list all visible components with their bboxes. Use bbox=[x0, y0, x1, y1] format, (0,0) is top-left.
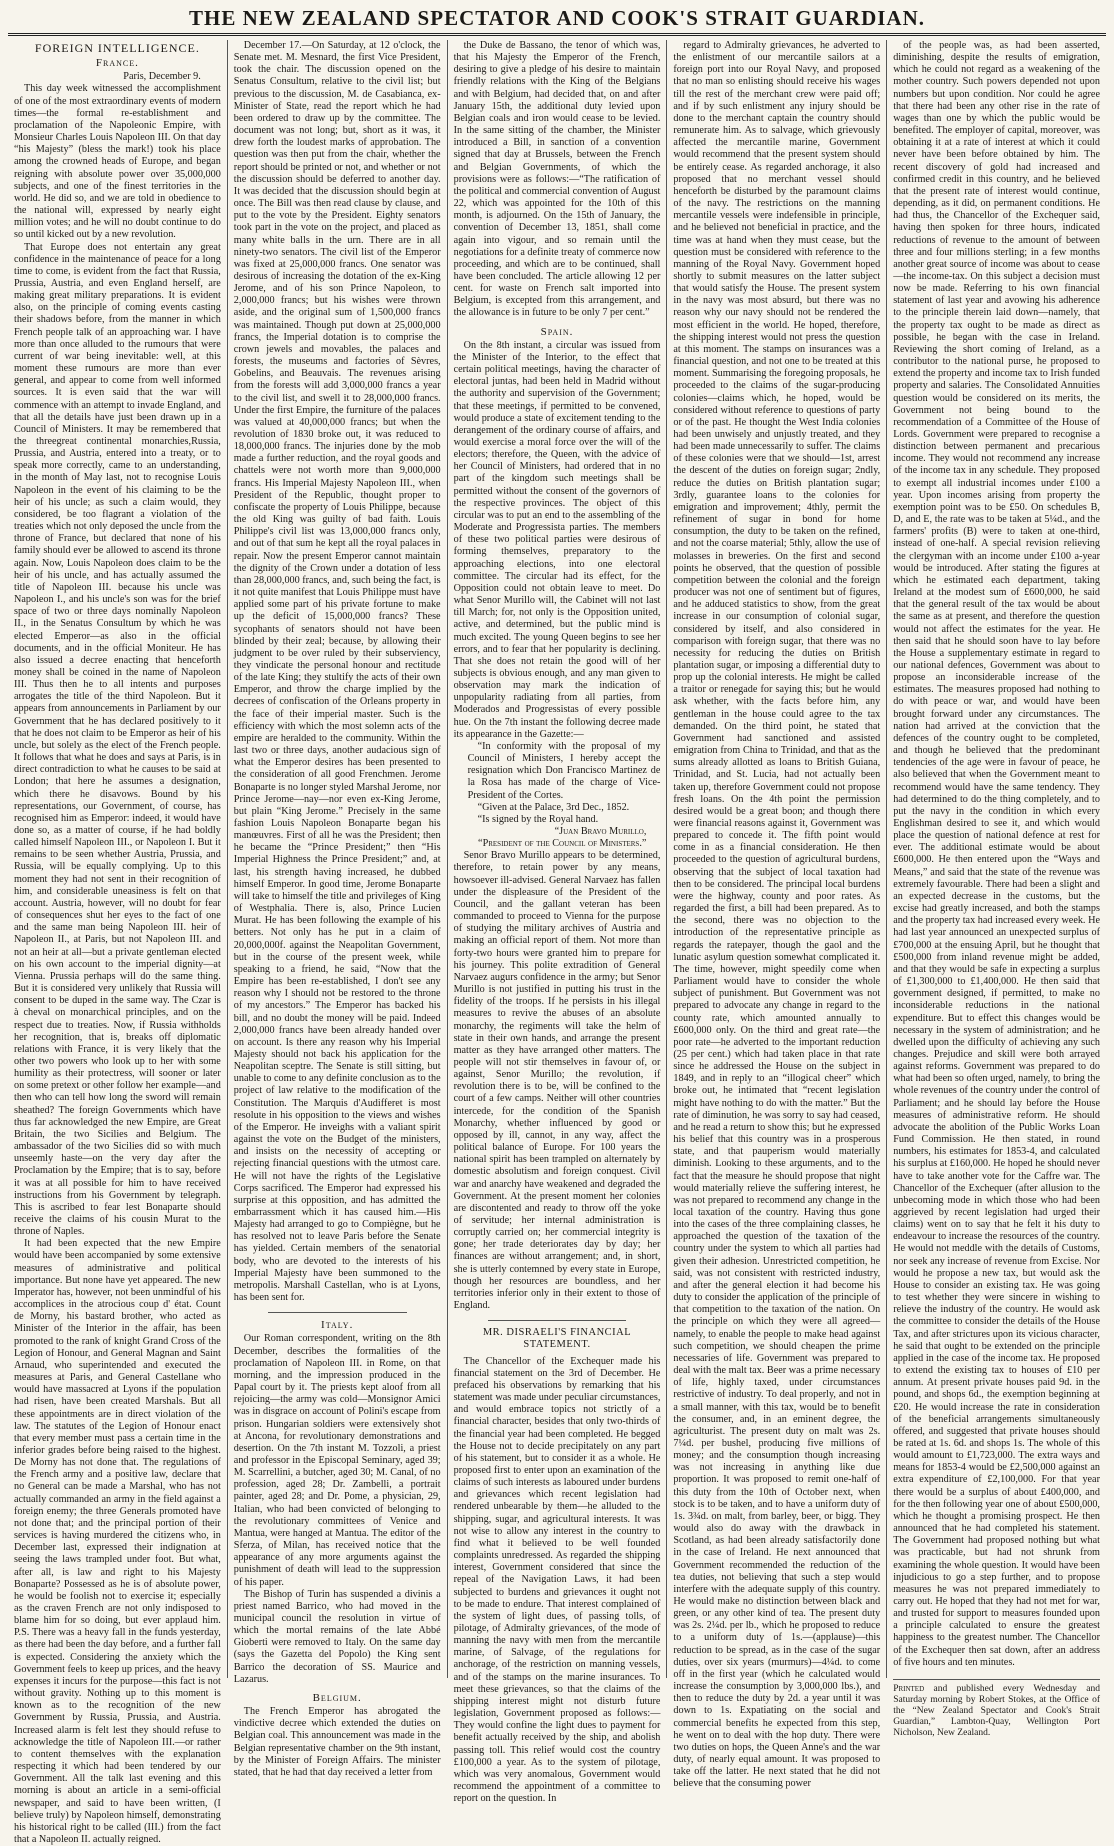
article-paragraph: Senor Bravo Murillo appears to be determined, therefore, to retain power by any means, howsoever ill-advised. General Narvaez has fallen under the displeasure of the President of the Council, and the gallant veteran has been commanded to proceed to Vienna for the purpose of studying the military archives of Austria and making an official report of them. Not more than forty-two hours were granted him to prepare for his journey. This polite extradition of General Narvaez augurs confidence in the army; but Senor Murillo is not justified in putting his trust in the fidelity of the troops. If he persists in his illegal measures to revive the abuses of an absolute monarchy, the regiments will take the helm of state in their own hands, and arrange the present matter as they have arranged other matters. The people will not stir themselves in favour of, or against, Senor Murillo; the revolution, if revolution there is to be, will be confined to the court of a few camps. Neither will other countries intercede, for the condition of the Spanish Monarchy, whether influenced by good or opposed by ill, cannot, in any way, affect the political balance of Europe. For 100 years the national spirit has been trampled on alternately by domestic absolutism and foreign conquest. Civil war and anarchy have weakened and degraded the Government. At the present moment her colonies are discontented and ready to throw off the yoke of servitude; her internal administration is corruptly carried on; her commercial integrity is gone; her trade deteriorates day by day; her finances are without arrangement; and, in short, she is utterly contemned by every state in Europe, though her resources are boundless, and her territories inferior only in their extent to those of England. bbox=[453, 850, 661, 1312]
article-paragraph: of the people was, as had been asserted, diminishing, despite the results of emigration, which he could not regard as a weakening of the mother country. Such powers depended not upon numbers but upon condition. Nor could he agree that there had been any other rise in the rate of wages than one by which the public would be benefited. The employer of capital, moreover, was obtaining it at a rate of interest at which it could never have been before obtained by him. The recent discovery of gold had increased and confirmed credit in this country, and he believed that the present rate of interest would continue, depending, as it did, on permanent conditions. He had thus, the Chancellor of the Exchequer said, having then spoken for three hours, indicated reductions of revenue to the amount of between three and four millions sterling; in a few months another great source of income was about to cease—the income-tax. On this subject a decision must now be made. Referring to his own financial statement of last year and avowing his adherence to the principle therein laid down—namely, that the property tax ought to be made as direct as possible, he began with the case in Ireland. Reviewing the short coming of Ireland, as a contributor to the national purse, he proposed to extend the property and income tax to Irish funded property and salaries. The Consolidated Annuities question would be considered on its merits, the Government not being bound to the recommendation of a Committee of the House of Lords. Government were prepared to recognise a distinction between permanent and precarious income. They would not recommend any increase of the income tax in any schedule. They proposed to exempt all industrial incomes under £100 a year. Upon incomes arising from property the exemption point was to be £50. On schedules B, D, and E, the rate was to be taken at 5¼d., and the farmers' profits (B) were to taken at one-third, instead of one-half. A special revision relieving the clergyman with an income under £100 a-year would be introduced. After stating the figures at which he estimated each department, taking Ireland at the modest sum of £600,000, he said that the general result of the tax would be about the same as at present, and therefore the question would not affect the estimates for the year. He then said that he should soon have to lay before the House a supplementary estimate in regard to our national defences, Government was about to propose an inconsiderable increase of the estimates. The measures proposed had nothing to do with peace or war, and would have been brought forward under any circumstances. The nation had arrived at the conviction that the defences of the country ought to be completed, and though he believed that the predominant tendencies of the age were in favour of peace, he also believed that when the Government meant to recommend would have the same tendency. They had determined to do the thing completely, and to put the navy in the condition in which every Englishman desired to see it, and which would place the question of national defence at rest for ever. The additional estimate would be about £600,000. He then entered upon the “Ways and Means,” and said that the state of the revenue was extremely favourable. There had been a slight and an expected decrease in the customs, but the excise had greatly increased, and both the stamps and the property tax had increased every week. He had last year announced an unexpected surplus of £700,000 at the ensuing April, but he thought that £500,000 from inland revenue might be added, and that they would be safe in expecting a surplus of £1,300,000 to £1,400,000. He then said that government designed, if permitted, to make no inconsiderable reductions in the national expenditure. But to effect this changes would be necessary in the system of administration; and he dwelled upon the difficulty of achieving any such changes. Prejudice and skill were both arrayed against reforms. Government was prepared to do what had been so often urged, namely, to bring the whole revenues of the country under the control of Parliament; and he should lay before the House measures of administrative reform. He should advocate the abolition of the Public Works Loan Fund Commission. He then stated, in round numbers, his estimates for 1853-4, and calculated his surplus at £160,000. He hoped he should never have to take another vote for the Caffre war. The Chancellor of the Exchequer (after allusion to the unbecoming mode in which those who had been aggrieved by recent legislation had urged their claims) went on to say that he felt it his duty to endeavour to increase the resources of the country. He would not meddle with the details of Customs, nor seek any increase of revenue from Excise. Nor would he propose a new tax, but would ask the House to consider an existing tax. He was going to test whether they were sincere in wishing to relieve the industry of the country. He would ask the committee to consider the details of the House Tax, and after strictures upon its vicious character, he said that ought to be extended on the principle applied in the case of the income tax. He proposed to extend the existing tax to houses of £10 per annum. At present private houses paid 9d. in the pound, and shops 6d., the exemption beginning at £20. He would increase the rate in consideration of the beneficial arrangements simultaneously offered, and suggested that private houses should be rated at 1s. 6d. and shops 1s. The whole of this would amount to £1,723,000. The extra ways and means for 1853-4 would be £2,500,000 against an extra expenditure of £2,100,000. For that year there would be a surplus of about £400,000, and for the then following year one of about £500,000, which he thought a promising prospect. He then announced that he had completed his statement. The Government had proposed nothing but what was practicable, but had not shrunk from examining the whole question. It would have been injudicious to go a step further, and to propose measures he was not prepared immediately to carry out. He hoped that they had not met for war, and trusted for support to measures founded upon a principle calculated to ensure the greatest happiness to the greatest number. The Chancellor of the Exchequer then sat down, after an address of five hours and ten minutes. bbox=[893, 40, 1100, 1668]
article-paragraph: This day week witnessed the accomplishment of one of the most extraordinary events of modern times—the formal re-establishment and proclamation of the Napoleonic Empire, with Monsieur Charles Louis Napoleon III. On that day “his Majesty” (bless the mark!) took his place among the crowned heads of Europe, and began reigning with absolute power over 35,000,000 subjects, and one of the finest territories in the world. He did so, and we are told in obedience to the national will, expressed by nearly eight million votes; and he will no doubt continue to do so until kicked out by a new revolution. bbox=[14, 83, 221, 241]
article-paragraph: Our Roman correspondent, writing on the 8th December, describes the formalities of the proclamation of Napoleon III. in Rome, on that morning, and the impression produced in the Papal court by it. The priests kept aloof from all rejoicing—the army was cold—Monsignor Amici was in disgrace on account of Polini's escape from prison. Hungarian soldiers were extensively shot at Ancona, for revolutionary demonstrations and desertion. On the 7th instant M. Tozzoli, a priest and professor in the Episcopal Seminary, aged 39; M. Scarrellini, a butcher, aged 30; M. Canal, of no profession, aged 28; Dr. Zambelli, a portrait painter, aged 28; and Dr. Pome, a physician, 29, Italian, who had been convicted of belonging to the revolutionary committees of Venice and Mantua, were hanged at Mantua. The editor of the Sferza, of Milan, has received notice that the appearance of any more arguments against the punishment of death will lead to the suppression of his paper. bbox=[233, 1333, 441, 1588]
article-paragraph: On the 8th instant, a circular was issued from the Minister of the Interior, to the effect that certain political meetings, having the character of electoral juntas, had been held in Madrid without the authority and supervision of the Government; that these meetings, if permitted to be convened, would produce a state of excitement tending to the derangement of the ordinary course of affairs, and would exercise a moral force over the will of the electors; therefore, the Queen, with the advice of her Council of Ministers, had ordered that in no part of the kingdom such meetings shall be permitted without the consent of the governors of the respective provinces. The object of this circular was to put an end to the assembling of the Moderate and Progressista parties. The members of these two political parties were desirous of forming themselves, preparatory to the approaching elections, into one electoral committee. The circular had its effect, for the Opposition could not obtain leave to meet. Do what Senor Murillo will, the Cabinet will not last till March; for, not only is the Opposition united, active, and determined, but the public mind is much excited. The young Queen begins to see her errors, and to fear that her popularity is declining. That she does not retain the good will of her subjects is obvious enough, and any man given to observation may mark the indication of unpopularity radiating from all parties, from Moderados and Progressistas of every possible hue. On the 7th instant the following decree made its appearance in the Gazette:— bbox=[453, 339, 661, 740]
article-paragraph: The Bishop of Turin has suspended a divinis a priest named Barrico, who had moved in the municipal council the resolution in virtue of which the mortal remains of the late Abbé Gioberti were removed to Italy. On the same day (says the Gazetta del Popolo) the King sent Barrico the decoration of SS. Maurice and Lazarus. bbox=[233, 1588, 441, 1685]
quote-line: “Is signed by the Royal hand. bbox=[477, 813, 599, 825]
printer-imprint bbox=[893, 1679, 1100, 1739]
subhead-belgium: Belgium. bbox=[312, 1691, 362, 1704]
masthead: THE NEW ZEALAND SPECTATOR AND COOK'S STRAIT GUARDIAN. bbox=[8, 4, 1106, 36]
column-5 bbox=[887, 40, 1106, 1738]
article-paragraph: The French Emperor has abrogated the vindictive decree which extended the duties on Belgian coal. This announcement was made in the Belgian representative chamber on the 9th instant, by the Minister of Foreign Affairs. The minister stated, that he had that day received a letter from bbox=[233, 1706, 441, 1778]
article-paragraph: regard to Admiralty grievances, he adverted to the enlistment of our mercantile sailors at a foreign port into our Royal Navy, and proposed that no man so enlisting should receive his wages till the rest of the merchant crew were paid off; and if by such enlistment any injury should be done to the merchant captain the country should remunerate him. As to salvage, which grievously affected the mercantile marine, Government would recommend that the present system should be entirely cease. As regarded anchorage, it also proposed that no merchant vessel should henceforth be disturbed by the paramount claims of the navy. The restrictions on the manning mercantile vessels were indefensible in principle, and he believed not beneficial in practice, and the time was at hand when they must cease, but the question must be considered with reference to the manning of the Royal Navy. Government hoped shortly to submit measures on the latter subject that would satisfy the House. The present system in the navy was most absurd, but there was no reason why our navy should not be rendered the most efficient in the world. He hoped, therefore, the shipping interest would not press the question at this moment. The stamps on insurances was a financial question, and not one to be treated at this moment. Summarising the foregoing proposals, he proceeded to the claims of the sugar-producing colonies—claims which, he hoped, would be considered without reference to questions of party or of the past. He thought the West India colonies had been unwisely and unjustly treated, and they had been made unnecessarily to suffer. The claims of these colonies were that we should—1st, arrest the descent of the duties on foreign sugar; 2ndly, reduce the duties on British plantation sugar; 3rdly, guarantee loans to the colonies for emigration and improvement; 4thly, permit the refinement of sugar in bond for home consumption, the duty to be taken on the refined, and not the coarse material; 5thly, allow the use of molasses in breweries. On the first and second points he observed, that the question of possible competition between the colonial and the foreign producer was not one of sentiment but of figures, and he adduced statistics to show, from the great increase in our consumption of colonial sugar, considered by itself, and also considered in comparison with foreign sugar, that there was no necessity for reducing the duties on British plantation sugar, or imposing a differential duty to prop up the colonial interests. He might be called a traitor or renegade for saying this; but he would ask whether, with the facts before him, any gentleman in the house could agree to the tax demanded. On the third point, he stated that Government had sanctioned and assisted emigration from China to Trinidad, and that as the sums already allotted as loans to British Guiana, Trinidad, and St. Lucia, had not actually been taken up, therefore Government could not propose fresh loans. On the 4th point the permission desired would be a great boon; and though there were financial reasons against it, Government was prepared to concede it. The fifth point would come in as a financial consideration. He then proceeded to the question of agricultural burdens, observing that the subject of local taxation had then to be considered. The principal local burdens were the highway, county and poor rates. As regarded the first, a bill had been prepared. As to the second, there was no objection to the introduction of the representative principle as regards the ratepayer, though the gaol and the lunatic asylum question somewhat complicated it. The time, however, might speedily come when Parliament would have to consider the whole subject of punishment. But Government was not prepared to advocate any change in regard to the county rate, which amounted annually to £600,000 only. On the third and great rate—the poor rate—he adverted to the important reduction (25 per cent.) which had taken place in that rate since he addressed the House on the subject in 1849, and in reply to an “illogical cheer” which broke out, he intimated that “recent legislation might have nothing to do with the matter.” But the rate of diminution, he was sorry to say had ceased, and he read a return to show this; but he expressed his belief that this country was in a prosperous state, and that pauperism would materially diminish. Looking to these arguments, and to the fact that the measure he should propose that night would materially relieve the suffering interest, he was not prepared to recommend any change in the local taxation of the country. Having thus gone into the cases of the three complaining classes, he approached the question of the taxation of the country under the system to which all parties had given their adhesion. Unrestricted competition, he said, was not consistent with restricted industry, and after the general election it had become his duty to consider the application of the principle of that competition to the taxation of the nation. On the principle on which they were all agreed—namely, to enable the people to make head against such competition, we should cheapen the prime necessaries of life. Government was prepared to deal with the malt tax. Beer was a prime necessary of life, highly taxed, under circumstances restrictive of industry. To deal properly, and not in a small manner, with this tax, would be to benefit the consumer, and, in an eminent degree, the agriculturist. The present duty on malt was 2s. 7¼d. per bushel, producing five millions of money; and the consumption though increasing was not increasing in anything like due proportion. It was proposed to remit one-half of this duty from the 10th of October next, when stock is to be taken, and to have a uniform duty of 1s. 3¾d. on malt, from barley, beer, or bigg. They would also do away with the drawback in Scotland, as had been already satisfactorily done in the case of Ireland. He next announced that Government recommended the reduction of the tea duties, not believing that such a step would interfere with the adequate supply of this country. He would make no distinction between black and green, or any other kind of tea. The present duty was 2s. 2¼d. per lb., which he proposed to reduce to a uniform duty of 1s.—(applause)—this reduction to be spread, as in the case of the sugar duties, over six years (murmurs)—4¼d. to come off in the first year (which he calculated would increase the consumption by 3,000,000 lbs.), and then to reduce the duty by 2d. a year until it was down to 1s. Expatiating on the social and commercial benefits he expected from this step, he went on to deal with the hop duty. There were two duties on hops, the Queen Anne's and the war duty, of nearly equal amount. It was proposed to take off the latter. He next stated that he did not believe that the consuming power bbox=[673, 40, 881, 1790]
article-paragraph: December 17.—On Saturday, at 12 o'clock, the Senate met. M. Mesnard, the first Vice President, took the chair. The discussion opened on the Senatus Consultum, relative to the civil list; but previous to the discussion, M. de Casabianca, ex-Minister of State, read the report which he had been ordered to draw up by the committee. The document was not long; but, short as it was, it drew forth the loudest marks of approbation. The question was then put from the chair, whether the report should be printed or not, and whether or not the discussion should be deferred to another day. It was decided that the discussion should begin at once. The Bill was then read clause by clause, and put to the vote by the President. Eighty senators took part in the vote on the project, and placed as many white balls in the urn. There are in all ninety-two senators. The civil list of the Emperor was fixed at 25,000,000 francs. One senator was desirous of increasing the dotation of the ex-King Jerome, and of his son Prince Napoleon, to 2,000,000 francs; but his wishes were thrown aside, and the original sum of 1,500,000 francs was maintained. Though put down at 25,000,000 francs, the Imperial dotation is to comprise the crown jewels and movables, the palaces and forests, the museums and factories of Sèvres, Gobelins, and Beauvais. The revenues arising from the forests will add 3,000,000 francs a year to the civil list, and swell it to 28,000,000 francs. Under the first Empire, the furniture of the palaces was valued at 40,000,000 francs; but when the revolution of 1830 broke out, it was reduced to 18,000,000 francs. The injuries done by the mob made a further reduction, and the royal goods and chattels were not worth more than 9,000,000 francs. His Imperial Majesty Napoleon III., when President of the Republic, thought proper to confiscate the property of Louis Philippe, because the old King was guilty of bad faith. Louis Philippe's civil list was 13,000,000 francs only, and out of that sum he kept all the royal palaces in repair. Now the present Emperor cannot maintain the dignity of the Crown under a dotation of less than 28,000,000 francs, and, such being the fact, is it not quite manifest that Louis Philippe must have applied some part of his private fortune to make up the deficit of 15,000,000 francs? These sycophants of senators should not have been blinded by their zeal; because, by allowing their judgment to be over ruled by their subserviency, they vindicate the personal honour and rectitude of the late King; they stultify the acts of their own Emperor, and throw the charge implied by the decrees of confiscation of the Orleans property in the face of their imperial master. Such is the efficiency with which the most solemn acts of the empire are heralded to the community. Within the last two or three days, another audacious sign of what the Emperor desires has been presented to the consideration of all good Frenchmen. Jerome Bonaparte is no longer styled Marshal Jerome, nor Prince Jerome—nay—nor even ex-King Jerome, but plain “King Jerome.” Precisely in the same fashion Louis Napoleon Bonaparte began his manœuvres. First of all he was the President; then he became the “Prince President;” then “His Imperial Highness the Prince President;” and, at last, his strength having increased, he dubbed himself Emperor. In good time, Jerome Bonaparte will take to himself the title and privileges of King of Westphalia. There is, also, Prince Lucien Murat. He has been following the example of his betters. Not only has he put in a claim of 20,000,000f. against the Neapolitan Government, but in the course of the present week, while speaking to a friend, he said, “Now that the Empire has been re-established, I don't see any reason why I should not be restored to the throne of my ancestors.” The Emperor has backed his bill, and no doubt the money will be paid. Indeed 2,000,000 francs have been already handed over on account. Is there any reason why his Imperial Majesty should not back his application for the Neapolitan sceptre. The Senate is still sitting, but unable to come to any definite conclusion as to the project of law relative to the modification of the Constitution. The Marquis d'Audifferet is most resolute in his opposition to the views and wishes of the Emperor. He inveighs with a valiant spirit against the vote on the Budget of the ministers, and insists on the necessity of accepting or rejecting financial questions with the utmost care. He will not have the rights of the Legislative Corps sacrificed. The Emperor had expressed his surprise at this opposition, and has admitted the embarrassment which it has caused him.—His Majesty had arranged to go to Compiègne, but he has resolved not to leave Paris before the Senate has yielded. Certain members of the senatorial body, who are devoted to the interests of his Imperial Majesty have been summoned to the metropolis. Marshall Castellan, who is at Lyons, has been sent for. bbox=[233, 40, 441, 1304]
quote-signature-title: “President of the Council of Ministers.” bbox=[478, 838, 647, 850]
column-3 bbox=[448, 40, 668, 1805]
subhead-italy: Italy. bbox=[321, 1319, 354, 1332]
quote-line: “Given at the Palace, 3rd Dec., 1852. bbox=[477, 801, 630, 813]
quote-signature: “Juan Bravo Murillo, bbox=[554, 826, 647, 837]
article-paragraph: It had been expected that the new Empire would have been accompanied by some extensive measures of administrative and political importance. But none have yet appeared. The new Imperator has, however, not been unmindful of his accomplices in the atrocious coup d' état. Count de Morny, his bastard brother, who acted as Minister of the Interior in the affair, has been promoted to the rank of knight Grand Cross of the Legion of Honour, and General Magnan and Saint Arnaud, who superintended and executed the measures at Paris, and General Castellane who would have massacred at Lyons if the population had risen, have been created Marshals. But all these appointments are in direct violation of the law. The statutes of the Legion of Honour enact that every member must pass a certain time in the inferior grades before being raised to the highest. De Morny has not done that. The regulations of the French army and a positive law, declare that no General can be made a Marshal, who has not actually commanded an army in the field against a foreign enemy; the three Generals promoted have not done that; and the principal portion of their services is having murdered the citizens who, in December last, expressed their indignation at seeing the laws trampled under foot. But what, after all, is law and right to his Majesty Bonaparte? Possessed as he is of absolute power, he would be foolish not to exercise it; especially as the craven French are not only indisposed to blame him for so doing, but ever applaud him. P.S. There was a heavy fall in the funds yesterday, as there had been the day before, and a further fall is expected. Considering the anxiety which the Government feels to keep up prices, and the heavy expenses it incurs for the purpose—this fact is not without gravity. Nothing up to this moment is known as to the recognition of the new Government by Russia, Prussia, and Austria. Increased alarm is felt lest they should refuse to acknowledge the title of Napoleon III.—or rather to content themselves with the explanation respecting it which had been tendered by our Government. All the talk last evening and this morning is about an article in a semi-official newspaper, and said to have been written, (I believe truly) by Napoleon himself, demonstrating his historical right to be called (III.) from the fact that a Napoleon II. actually reigned. bbox=[14, 1238, 221, 1845]
dateline-paris: Paris, December 9. bbox=[123, 71, 201, 83]
subhead-spain: Spain. bbox=[540, 325, 574, 338]
article-paragraph: That Europe does not entertain any great confidence in the maintenance of peace for a long time to come, is evident from the fact that Russia, Prussia, Austria, and even England herself, are making great military preparations. It is evident also, on the principle of coming events casting their shadows before, from the manner in which French people talk of an approaching war. I have more than once alluded to the rumours that were current of war being inevitable: well, at this moment these rumours are more than ever general, and appear to come from well informed sources. It is even said that the war will commence with an attempt to invade England, and that all the details have just been drawn up in a Council of Ministers. It may be remembered that the threegreat continental monarchies,Russia, Prussia, and Austria, entered into a treaty, or to speak more correctly, came to an understanding, in the month of May last, not to recognise Louis Napoleon in the event of his claiming to be the heir of his uncle; as such a claim would, they considered, be too flagrant a violation of the treaties which not only deposed the uncle from the throne of France, but declared that none of his family should ever be allowed to ascend its throne again. Now, Louis Napoleon does claim to be the heir of his uncle, and has actually assumed the title of Napoleon III. because his uncle was Napoleon I., and his uncle's son was for the brief space of two or three days nominally Napoleon II., in the Senatus Consultum by which he was elected Emperor—as also in the official documents, and in the official Moniteur. He has also issued a decree enacting that henceforth money shall be coined in the name of Napoleon III. Thus then he to all intents and purposes arrogates the title of the third Napoleon. But it appears from announcements in Parliament by our Government that he has declared positively to it that he does not claim to be Emperor as heir of his uncle, but solely as the elect of the French people. It follows that what he does and says at Paris, is in direct contradiction to what he causes to be said at London; that here he assumes a designation, which there he disavows. Bound by his representations, our Government, of course, has recognised him as Emperor: indeed, it would have done so, as a matter of course, if he had boldly called himself Napoleon III., or Napoleon I. But it remains to be seen whether Austria, Prussia, and Russia, will be equally complying. Up to this moment they had not sent in their recognition of him, and considerable uneasiness is felt on that account. Austria, however, will no doubt for fear of consequences shut her eyes to the fact of one and the same man being Napoleon III. heir of Napoleon II., at Paris, but not Napoleon III. and not an heir at all—but a private gentleman elected on his own account to the imperial dignity—at Vienna. Prussia perhaps will do the same thing. But it is considered very unlikely that Russia will consent to be duped in the same way. The Czar is à cheval on monarchical principles, and on the respect due to treaties. Now, if Russia withholds her recognition, that is, breaks off diplomatic relations with France, it is very likely that the other two powers who look up to her with some humility as their protectress, will sooner or later on some pretext or other follow her example—and then who can tell how long the sword will remain sheathed? The foreign Governments which have thus far acknowledged the new Empire, are Great Britain, the two Sicilies and Belgium. The ambassador of the two Sicilies did so with much unseemly haste—on the very day after the Proclamation by the Empire; that is to say, before it was at all possible for him to have received instructions from his Government by telegraph. This is ascribed to fear lest Bonaparte should receive the claims of his cousin Murat to the throne of Naples. bbox=[14, 241, 221, 1238]
section-divider bbox=[268, 1312, 407, 1313]
decree-quote bbox=[454, 741, 661, 850]
columns bbox=[8, 40, 1106, 1845]
quote-line: “In conformity with the proposal of my Council of Ministers, I hereby accept the resignation which Don Francisco Martinez de la Rosa has made of the charge of Vice-President of the Cortes. bbox=[467, 740, 661, 801]
imprint-lead: Printed bbox=[893, 1683, 925, 1694]
column-4 bbox=[667, 40, 887, 1790]
article-paragraph: The Chancellor of the Exchequer made his financial statement on the 3rd of December. He prefaced his observations by remarking that his statement was made under peculiar circumstances, and would embrace topics not strictly of a financial character, besides that only two-thirds of the financial year had been completed. He begged the House not to decide precipitately on any part of his statement, but to consider it as a whole. He proposed first to enter upon an examination of the claims of such interests as laboured under burdens and grievances which recent legislation had rendered unbearable by them—he alluded to the shipping, sugar, and agricultural interests. It was not wise to allow any interest in the country to find what it believed to be well founded complaints unredressed. As regarded the shipping interest, Government considered that since the repeal of the Navigation Laws, it had been subjected to burdens and grievances it ought not to be made to endure. That interest complained of the system of light dues, of passing tolls, of pilotage, of Admiralty grievances, of the mode of manning the navy with men from the mercantile marine, of Salvage, of the regulations for anchorage, of the restriction on manning vessels, and of the stamps on the marine insurances. To meet these grievances, so that the claims of the shipping interest might not disturb future legislation, Government proposed as follows:—They would confine the light dues to payment for benefit actually received by the ship, and abolish passing toll. This relief would cost the country £100,000 a year. As to the system of pilotage, which was very anomalous, Government would recommend the appointment of a committee to report on the question. In bbox=[453, 1355, 661, 1805]
subhead-france: France. bbox=[95, 57, 139, 70]
section-divider bbox=[488, 1320, 627, 1321]
imprint-text: and published every Wednesday and Saturday morning by Robert Stokes, at the Office of the “New Zealand Spectator and Cook's Strait Guardian,” Lambton-Quay, Wellington Port Nicholson, New Zealand. bbox=[893, 1683, 1100, 1738]
section-heading-foreign-intelligence: FOREIGN INTELLIGENCE. bbox=[34, 41, 200, 55]
article-paragraph: the Duke de Bassano, the tenor of which was, that his Majesty the Emperor of the French, desiring to give a pledge of his desire to maintain friendly relations with the King of the Belgians and with Belgium, had decided that, on and after January 15th, the additional duty levied upon Belgian coals and iron would cease to be levied. In the same sitting of the chamber, the Minister introduced a Bill, in sanction of a convention signed that day at Brussels, between the French and Belgian Governments, of which the provisions were as follows:—“The ratification of the political and commercial convention of August 22, which was appointed for the 10th of this month, is adjourned. On the 15th of January, the convention of December 13, 1851, shall come again into vigour, and so remain until the negotiations for a definite treaty of commerce now proceeding, and which are to be continued, shall have been concluded. The article allowing 12 per cent. for waste on French salt imported into Belgium, is excepted from this arrangement, and the allowance is in future to be only 7 per cent.” bbox=[453, 40, 661, 319]
column-1 bbox=[8, 40, 228, 1845]
section-heading-financial-statement: MR. DISRAELI'S FINANCIAL STATEMENT. bbox=[482, 1327, 632, 1351]
column-2 bbox=[228, 40, 448, 1778]
